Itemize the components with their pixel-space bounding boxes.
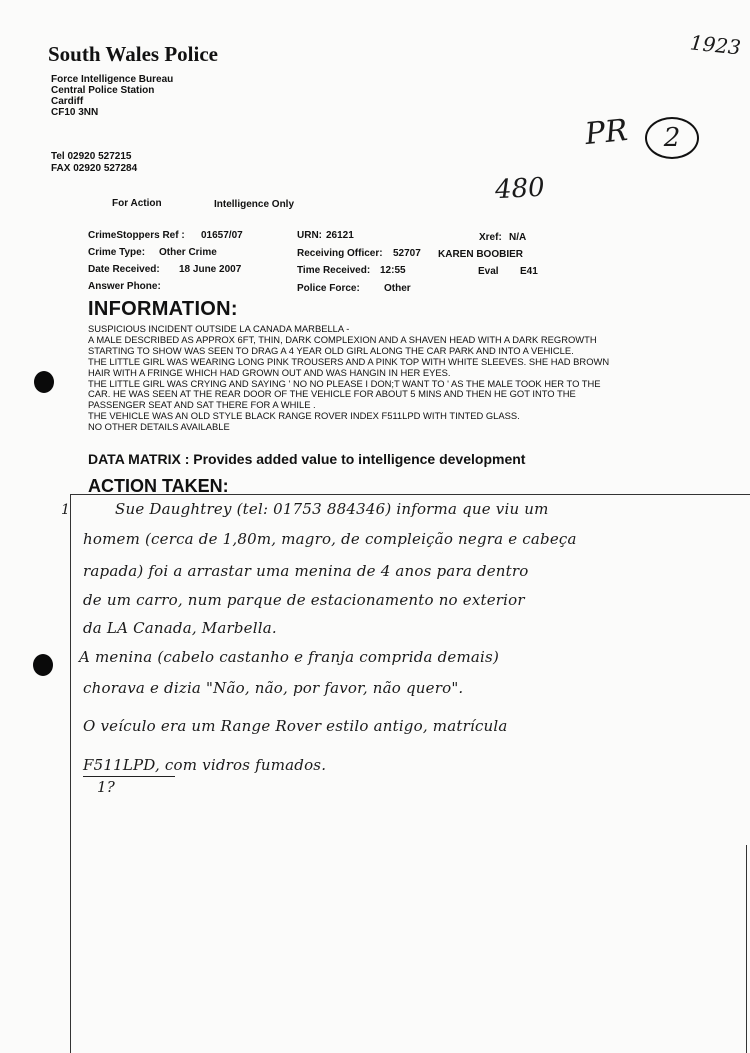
handwritten-line: A menina (cabelo castanho e franja comprida demais): [79, 648, 499, 666]
pr-annotation: PR: [583, 112, 630, 153]
paper-left-edge: [70, 494, 71, 1053]
handwritten-line: O veículo era um Range Rover estilo antigo, matrícula: [83, 717, 508, 735]
information-line: THE LITTLE GIRL WAS CRYING AND SAYING ' NO NO PLEASE I DON;T WANT TO ' AS THE MALE TOOK HER TO THE: [88, 377, 601, 389]
information-line: NO OTHER DETAILS AVAILABLE: [88, 421, 230, 433]
page-number-annotation: 1923: [688, 30, 743, 60]
officer-name: KAREN BOOBIER: [438, 249, 524, 260]
eval-label: Eval: [478, 266, 499, 277]
paper-right-edge: [746, 845, 747, 1053]
information-line: CAR. HE WAS SEEN AT THE REAR DOOR OF THE VEHICLE FOR ABOUT 5 MINS AND THEN HE GOT INTO THE: [88, 388, 576, 400]
data-matrix-heading: DATA MATRIX : Provides added value to intelligence development: [88, 451, 526, 467]
information-line: A MALE DESCRIBED AS APPROX 6FT, THIN, DARK COMPLEXION AND A SHAVEN HEAD WITH A DARK REGROWTH: [88, 333, 597, 345]
handwritten-line: chorava e dizia "Não, não, por favor, não quero".: [83, 679, 464, 697]
information-line: THE VEHICLE WAS AN OLD STYLE BLACK RANGE ROVER INDEX F511LPD WITH TINTED GLASS.: [88, 410, 520, 422]
for-action-label: For Action: [112, 198, 162, 209]
urn-value: 26121: [326, 230, 354, 241]
address-line: Cardiff: [51, 96, 84, 107]
xref-label: Xref:: [479, 232, 502, 243]
eval-value: E41: [520, 266, 538, 277]
date-received-label: Date Received:: [88, 264, 160, 275]
address-block: [51, 74, 173, 118]
information-body: [88, 324, 688, 433]
intelligence-only-label: Intelligence Only: [214, 199, 295, 210]
answer-phone-label: Answer Phone:: [88, 281, 161, 292]
address-line: Central Police Station: [51, 85, 155, 96]
receiving-officer-label: Receiving Officer:: [297, 248, 383, 259]
org-title: South Wales Police: [48, 42, 218, 66]
information-line: HAIR WITH A FRINGE WHICH HAD GROWN OUT AND WAS HANGIN IN HER EYES.: [88, 366, 451, 378]
information-line: SUSPICIOUS INCIDENT OUTSIDE LA CANADA MARBELLA -: [88, 323, 350, 334]
time-received-label: Time Received:: [297, 265, 371, 276]
date-received-value: 18 June 2007: [179, 264, 242, 275]
pr-circle: [645, 117, 699, 159]
punch-hole: [34, 371, 54, 393]
information-line: PASSENGER SEAT AND SAT THERE FOR A WHILE .: [88, 399, 316, 411]
margin-mark: 1: [61, 502, 70, 518]
xref-value: N/A: [509, 232, 527, 243]
urn-label: URN:: [297, 230, 322, 241]
handwritten-line: 1?: [97, 778, 115, 796]
handwritten-line: de um carro, num parque de estacionamento no exterior: [83, 591, 525, 609]
number-480-annotation: 480: [494, 172, 546, 206]
police-force-value: Other: [384, 283, 411, 294]
crime-type-label: Crime Type:: [88, 247, 146, 258]
information-heading: INFORMATION:: [88, 298, 238, 320]
handwritten-line: Sue Daughtrey (tel: 01753 884346) informa que viu um: [115, 500, 549, 518]
address-line: Force Intelligence Bureau: [51, 74, 174, 85]
receiving-officer-value: 52707: [393, 248, 421, 259]
pr-circled-number: 2: [663, 123, 681, 153]
police-force-label: Police Force:: [297, 283, 360, 294]
fax-line: FAX 02920 527284: [51, 163, 138, 174]
information-line: STARTING TO SHOW WAS SEEN TO DRAG A 4 YEAR OLD GIRL ALONG THE CAR PARK AND INTO A VEHICLE.: [88, 344, 574, 356]
plate-underline: [83, 776, 175, 777]
crimestoppers-ref-label: CrimeStoppers Ref :: [88, 230, 185, 241]
punch-hole: [33, 654, 53, 676]
time-received-value: 12:55: [380, 265, 406, 276]
address-line: CF10 3NN: [51, 107, 99, 118]
handwritten-line: da LA Canada, Marbella.: [83, 619, 277, 637]
handwritten-line: homem (cerca de 1,80m, magro, de compleição negra e cabeça: [83, 530, 577, 548]
crime-type-value: Other Crime: [159, 247, 217, 258]
tel-line: Tel 02920 527215: [51, 151, 132, 162]
information-line: THE LITTLE GIRL WAS WEARING LONG PINK TROUSERS AND A PINK TOP WITH WHITE SLEEVES. SHE HAD BROWN: [88, 355, 610, 367]
crimestoppers-ref-value: 01657/07: [201, 230, 243, 241]
paper-top-edge: [70, 494, 750, 495]
handwritten-line: F511LPD, com vidros fumados.: [83, 756, 327, 774]
action-taken-heading: ACTION TAKEN:: [88, 476, 229, 492]
handwritten-line: rapada) foi a arrastar uma menina de 4 anos para dentro: [83, 562, 529, 580]
